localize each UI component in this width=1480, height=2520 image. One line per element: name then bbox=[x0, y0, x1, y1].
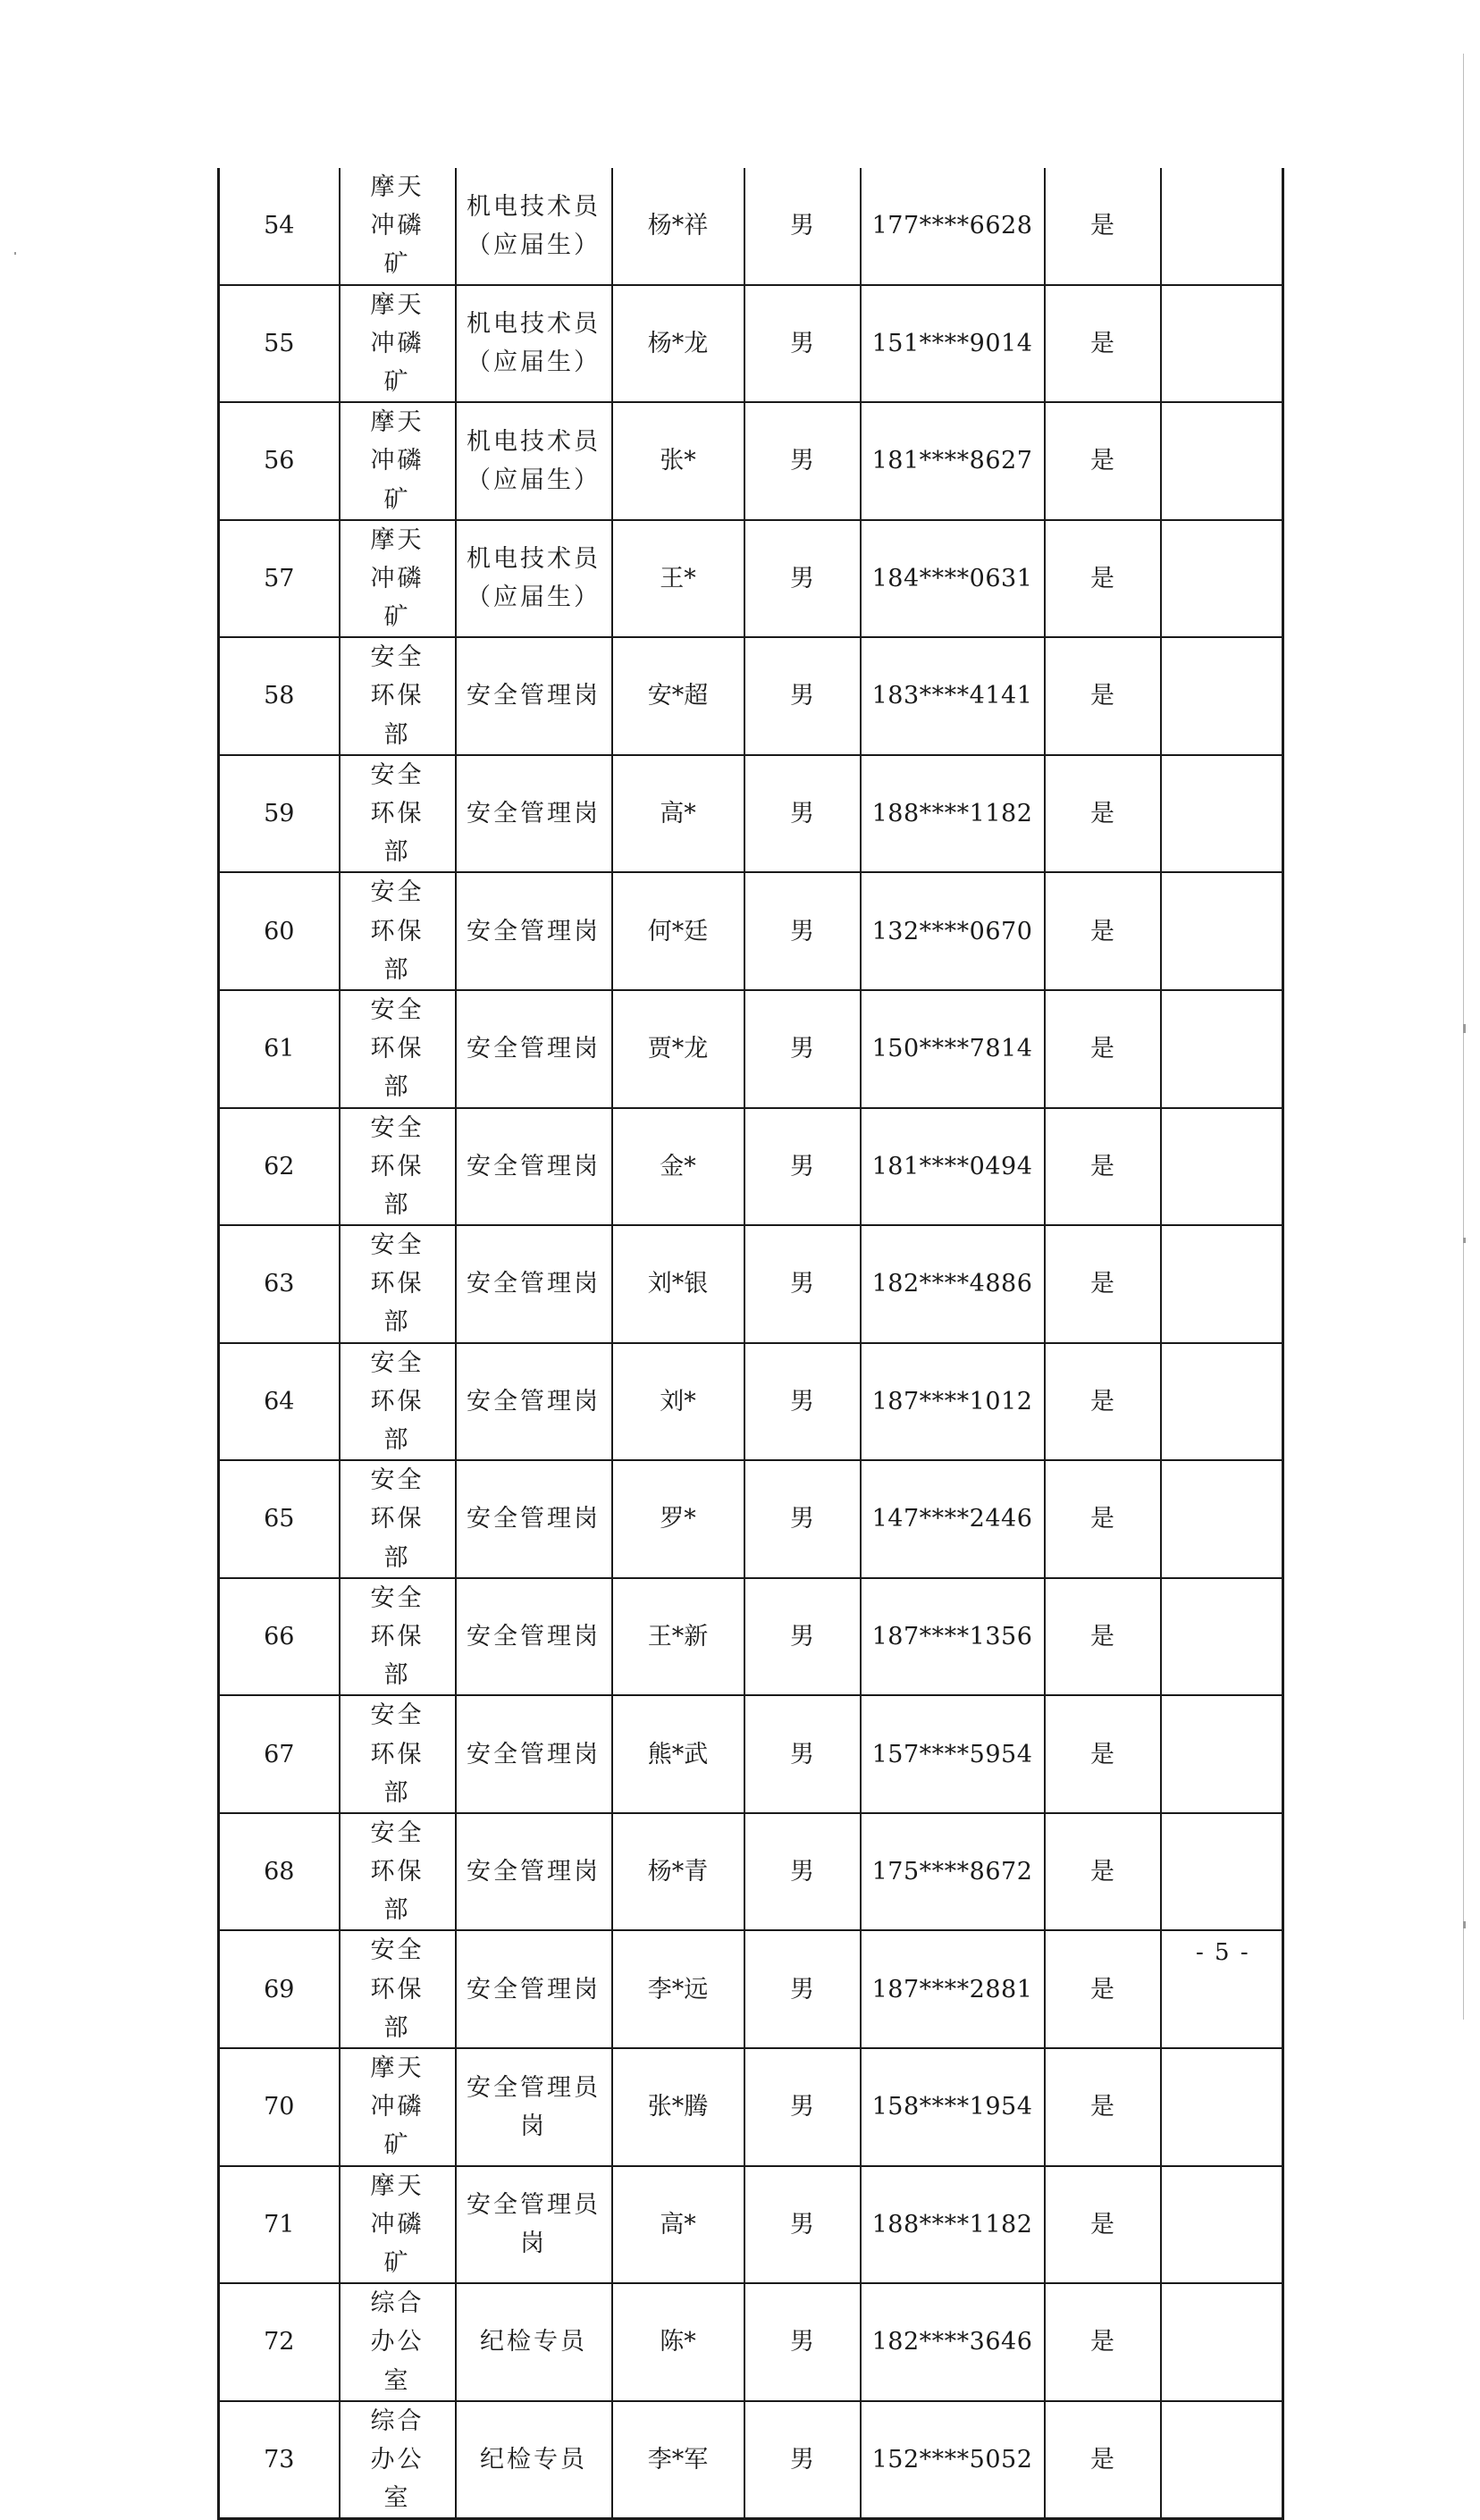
cell-gender: 男 bbox=[744, 1225, 861, 1343]
cell-name: 李*远 bbox=[612, 1930, 744, 2048]
roster-table-body bbox=[219, 168, 1283, 2519]
cell-flag: 是 bbox=[1045, 2283, 1161, 2401]
cell-gender: 男 bbox=[744, 872, 861, 990]
table-row bbox=[219, 1578, 1283, 1696]
cell-flag: 是 bbox=[1045, 1695, 1161, 1813]
cell-gender: 男 bbox=[744, 2401, 861, 2519]
cell-note bbox=[1161, 2166, 1283, 2284]
cell-phone: 175****8672 bbox=[861, 1813, 1045, 1931]
cell-department: 安全环保部 bbox=[340, 1578, 456, 1696]
cell-number: 71 bbox=[219, 2166, 340, 2284]
cell-number: 56 bbox=[219, 402, 340, 520]
table-row bbox=[219, 1813, 1283, 1931]
cell-note bbox=[1161, 168, 1283, 285]
cell-phone: 147****2446 bbox=[861, 1460, 1045, 1578]
cell-position: 纪检专员 bbox=[456, 2283, 612, 2401]
cell-department: 安全环保部 bbox=[340, 1813, 456, 1931]
cell-position: 安全管理岗 bbox=[456, 1813, 612, 1931]
table-row bbox=[219, 637, 1283, 755]
cell-name: 熊*武 bbox=[612, 1695, 744, 1813]
cell-position: 安全管理岗 bbox=[456, 1695, 612, 1813]
cell-note bbox=[1161, 990, 1283, 1108]
cell-flag: 是 bbox=[1045, 285, 1161, 403]
cell-department: 安全环保部 bbox=[340, 1225, 456, 1343]
cell-number: 57 bbox=[219, 520, 340, 638]
cell-number: 54 bbox=[219, 168, 340, 285]
cell-note bbox=[1161, 1813, 1283, 1931]
cell-name: 张* bbox=[612, 402, 744, 520]
cell-name: 杨*龙 bbox=[612, 285, 744, 403]
cell-gender: 男 bbox=[744, 2048, 861, 2166]
cell-flag: 是 bbox=[1045, 637, 1161, 755]
cell-gender: 男 bbox=[744, 1108, 861, 1226]
cell-note bbox=[1161, 755, 1283, 873]
cell-department: 安全环保部 bbox=[340, 1695, 456, 1813]
cell-phone: 158****1954 bbox=[861, 2048, 1045, 2166]
cell-phone: 182****3646 bbox=[861, 2283, 1045, 2401]
cell-note bbox=[1161, 2283, 1283, 2401]
cell-name: 杨*青 bbox=[612, 1813, 744, 1931]
cell-gender: 男 bbox=[744, 1695, 861, 1813]
table-row bbox=[219, 1343, 1283, 1461]
cell-note bbox=[1161, 872, 1283, 990]
cell-note bbox=[1161, 1460, 1283, 1578]
cell-number: 65 bbox=[219, 1460, 340, 1578]
cell-name: 贾*龙 bbox=[612, 990, 744, 1108]
cell-number: 68 bbox=[219, 1813, 340, 1931]
cell-name: 王*新 bbox=[612, 1578, 744, 1696]
cell-gender: 男 bbox=[744, 402, 861, 520]
scan-speck bbox=[1463, 1921, 1466, 1928]
cell-flag: 是 bbox=[1045, 1578, 1161, 1696]
cell-gender: 男 bbox=[744, 168, 861, 285]
cell-department: 安全环保部 bbox=[340, 755, 456, 873]
cell-name: 高* bbox=[612, 755, 744, 873]
cell-flag: 是 bbox=[1045, 520, 1161, 638]
cell-gender: 男 bbox=[744, 990, 861, 1108]
table-row bbox=[219, 990, 1283, 1108]
cell-position: 机电技术员（应届生） bbox=[456, 520, 612, 638]
cell-number: 64 bbox=[219, 1343, 340, 1461]
cell-phone: 181****8627 bbox=[861, 402, 1045, 520]
table-row bbox=[219, 1108, 1283, 1226]
cell-note bbox=[1161, 520, 1283, 638]
cell-phone: 184****0631 bbox=[861, 520, 1045, 638]
cell-department: 安全环保部 bbox=[340, 1930, 456, 2048]
table-row bbox=[219, 402, 1283, 520]
cell-number: 70 bbox=[219, 2048, 340, 2166]
cell-phone: 132****0670 bbox=[861, 872, 1045, 990]
cell-flag: 是 bbox=[1045, 1813, 1161, 1931]
cell-position: 机电技术员（应届生） bbox=[456, 168, 612, 285]
cell-department: 安全环保部 bbox=[340, 637, 456, 755]
cell-position: 安全管理岗 bbox=[456, 990, 612, 1108]
page-number: - 5 - bbox=[1196, 1939, 1250, 1966]
cell-note bbox=[1161, 1343, 1283, 1461]
cell-phone: 181****0494 bbox=[861, 1108, 1045, 1226]
cell-note bbox=[1161, 637, 1283, 755]
cell-flag: 是 bbox=[1045, 1225, 1161, 1343]
cell-position: 安全管理岗 bbox=[456, 1108, 612, 1226]
cell-number: 69 bbox=[219, 1930, 340, 2048]
cell-number: 55 bbox=[219, 285, 340, 403]
cell-gender: 男 bbox=[744, 755, 861, 873]
cell-note bbox=[1161, 402, 1283, 520]
table-row bbox=[219, 2283, 1283, 2401]
cell-department: 安全环保部 bbox=[340, 1108, 456, 1226]
cell-name: 金* bbox=[612, 1108, 744, 1226]
cell-gender: 男 bbox=[744, 285, 861, 403]
cell-number: 73 bbox=[219, 2401, 340, 2519]
roster-table bbox=[217, 168, 1284, 2520]
cell-department: 综合办公室 bbox=[340, 2401, 456, 2519]
cell-phone: 187****1012 bbox=[861, 1343, 1045, 1461]
cell-flag: 是 bbox=[1045, 402, 1161, 520]
cell-flag: 是 bbox=[1045, 2166, 1161, 2284]
cell-department: 综合办公室 bbox=[340, 2283, 456, 2401]
cell-gender: 男 bbox=[744, 520, 861, 638]
cell-name: 陈* bbox=[612, 2283, 744, 2401]
cell-name: 刘*银 bbox=[612, 1225, 744, 1343]
cell-department: 安全环保部 bbox=[340, 872, 456, 990]
cell-department: 摩天冲磷矿 bbox=[340, 2048, 456, 2166]
cell-department: 摩天冲磷矿 bbox=[340, 285, 456, 403]
cell-department: 摩天冲磷矿 bbox=[340, 402, 456, 520]
cell-gender: 男 bbox=[744, 2283, 861, 2401]
cell-flag: 是 bbox=[1045, 872, 1161, 990]
cell-flag: 是 bbox=[1045, 168, 1161, 285]
cell-position: 机电技术员（应届生） bbox=[456, 402, 612, 520]
cell-phone: 188****1182 bbox=[861, 755, 1045, 873]
cell-flag: 是 bbox=[1045, 1108, 1161, 1226]
cell-phone: 182****4886 bbox=[861, 1225, 1045, 1343]
cell-number: 67 bbox=[219, 1695, 340, 1813]
cell-gender: 男 bbox=[744, 1930, 861, 2048]
table-row bbox=[219, 1460, 1283, 1578]
cell-gender: 男 bbox=[744, 1813, 861, 1931]
cell-phone: 187****2881 bbox=[861, 1930, 1045, 2048]
cell-department: 安全环保部 bbox=[340, 1343, 456, 1461]
table-row bbox=[219, 1225, 1283, 1343]
scan-speck bbox=[1463, 1024, 1466, 1033]
cell-gender: 男 bbox=[744, 1578, 861, 1696]
cell-phone: 177****6628 bbox=[861, 168, 1045, 285]
table-row bbox=[219, 520, 1283, 638]
cell-name: 罗* bbox=[612, 1460, 744, 1578]
cell-gender: 男 bbox=[744, 1343, 861, 1461]
roster-table-wrapper bbox=[217, 168, 1284, 2520]
cell-number: 58 bbox=[219, 637, 340, 755]
cell-note bbox=[1161, 1225, 1283, 1343]
cell-note bbox=[1161, 1578, 1283, 1696]
cell-position: 安全管理岗 bbox=[456, 1460, 612, 1578]
cell-name: 杨*祥 bbox=[612, 168, 744, 285]
cell-phone: 152****5052 bbox=[861, 2401, 1045, 2519]
cell-phone: 187****1356 bbox=[861, 1578, 1045, 1696]
cell-number: 61 bbox=[219, 990, 340, 1108]
cell-position: 安全管理岗 bbox=[456, 1225, 612, 1343]
table-row bbox=[219, 755, 1283, 873]
cell-flag: 是 bbox=[1045, 755, 1161, 873]
cell-number: 62 bbox=[219, 1108, 340, 1226]
cell-name: 李*军 bbox=[612, 2401, 744, 2519]
cell-number: 66 bbox=[219, 1578, 340, 1696]
cell-name: 王* bbox=[612, 520, 744, 638]
cell-number: 63 bbox=[219, 1225, 340, 1343]
cell-name: 高* bbox=[612, 2166, 744, 2284]
table-row bbox=[219, 1930, 1283, 2048]
cell-position: 安全管理员岗 bbox=[456, 2048, 612, 2166]
table-row bbox=[219, 285, 1283, 403]
table-row bbox=[219, 168, 1283, 285]
cell-phone: 157****5954 bbox=[861, 1695, 1045, 1813]
cell-flag: 是 bbox=[1045, 2401, 1161, 2519]
cell-phone: 188****1182 bbox=[861, 2166, 1045, 2284]
cell-flag: 是 bbox=[1045, 1460, 1161, 1578]
cell-position: 安全管理岗 bbox=[456, 872, 612, 990]
cell-department: 摩天冲磷矿 bbox=[340, 2166, 456, 2284]
table-row bbox=[219, 872, 1283, 990]
table-row bbox=[219, 2166, 1283, 2284]
cell-position: 安全管理岗 bbox=[456, 1930, 612, 2048]
scan-edge-line bbox=[1463, 54, 1464, 2020]
cell-gender: 男 bbox=[744, 637, 861, 755]
cell-position: 安全管理岗 bbox=[456, 755, 612, 873]
cell-flag: 是 bbox=[1045, 1343, 1161, 1461]
cell-number: 60 bbox=[219, 872, 340, 990]
cell-note bbox=[1161, 1108, 1283, 1226]
cell-note bbox=[1161, 2401, 1283, 2519]
cell-name: 刘* bbox=[612, 1343, 744, 1461]
scan-speck bbox=[1463, 1238, 1466, 1243]
cell-department: 安全环保部 bbox=[340, 1460, 456, 1578]
cell-number: 59 bbox=[219, 755, 340, 873]
table-row bbox=[219, 2048, 1283, 2166]
cell-flag: 是 bbox=[1045, 1930, 1161, 2048]
cell-note bbox=[1161, 1695, 1283, 1813]
table-row bbox=[219, 2401, 1283, 2519]
cell-phone: 150****7814 bbox=[861, 990, 1045, 1108]
cell-phone: 151****9014 bbox=[861, 285, 1045, 403]
cell-note bbox=[1161, 285, 1283, 403]
cell-number: 72 bbox=[219, 2283, 340, 2401]
cell-name: 安*超 bbox=[612, 637, 744, 755]
scan-speck bbox=[14, 252, 16, 255]
cell-position: 安全管理岗 bbox=[456, 637, 612, 755]
cell-department: 摩天冲磷矿 bbox=[340, 168, 456, 285]
cell-name: 张*腾 bbox=[612, 2048, 744, 2166]
cell-position: 纪检专员 bbox=[456, 2401, 612, 2519]
cell-department: 摩天冲磷矿 bbox=[340, 520, 456, 638]
cell-note bbox=[1161, 2048, 1283, 2166]
cell-position: 安全管理岗 bbox=[456, 1343, 612, 1461]
cell-gender: 男 bbox=[744, 2166, 861, 2284]
cell-position: 安全管理岗 bbox=[456, 1578, 612, 1696]
cell-position: 机电技术员（应届生） bbox=[456, 285, 612, 403]
cell-phone: 183****4141 bbox=[861, 637, 1045, 755]
cell-flag: 是 bbox=[1045, 2048, 1161, 2166]
cell-gender: 男 bbox=[744, 1460, 861, 1578]
cell-flag: 是 bbox=[1045, 990, 1161, 1108]
cell-position: 安全管理员岗 bbox=[456, 2166, 612, 2284]
cell-name: 何*廷 bbox=[612, 872, 744, 990]
table-row bbox=[219, 1695, 1283, 1813]
cell-department: 安全环保部 bbox=[340, 990, 456, 1108]
